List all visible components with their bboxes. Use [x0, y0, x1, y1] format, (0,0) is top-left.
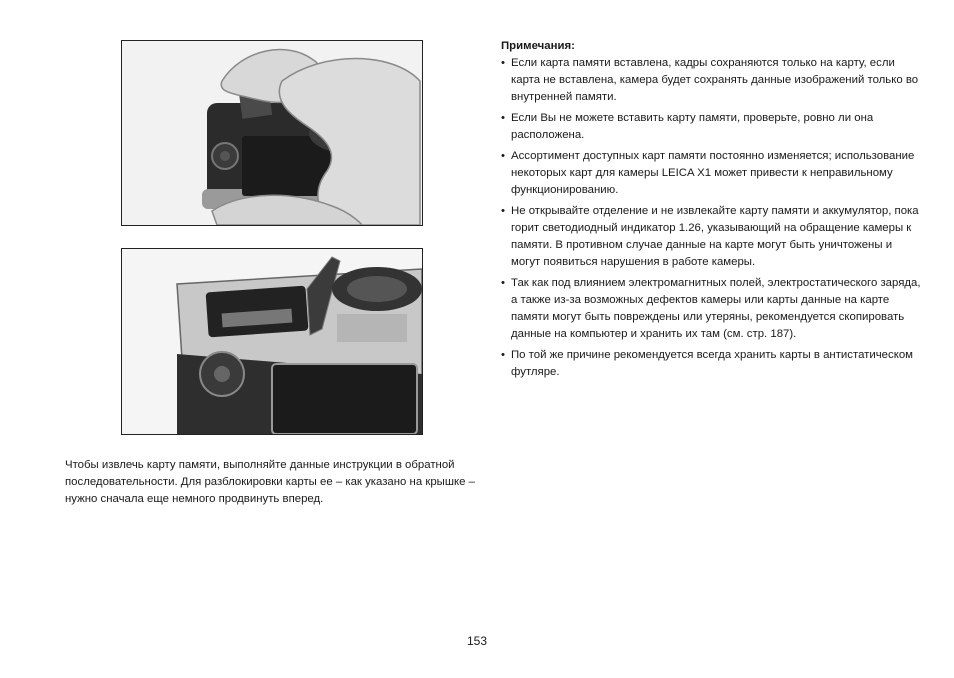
notes-title: Примечания: — [501, 40, 575, 52]
bullet: • — [501, 112, 505, 124]
note-item — [501, 347, 921, 381]
photo-inserting-card — [121, 40, 423, 226]
note-text: Не открывайте отделение и не извлекайте карту памяти и аккумулятор, пока горит светодиодный индикатор 1.26, указывающий на обращение камеры к памяти. В противном случае данные на карте могут быть уничтожены и могут появиться нарушения в работе камеры. — [511, 205, 919, 268]
note-text: Если Вы не можете вставить карту памяти, проверьте, ровно ли она расположена. — [511, 112, 874, 141]
bullet: • — [501, 150, 505, 162]
photo-card-compartment — [121, 248, 423, 435]
note-text: Ассортимент доступных карт памяти постоянно изменяется; использование некоторых карт для камеры LEICA X1 может привести к неправильному функционированию. — [511, 150, 915, 196]
note-text: Если карта памяти вставлена, кадры сохраняются только на карту, если карта не вставлена, камера будет сохранять данные изображений только во внутренней памяти. — [511, 57, 919, 103]
camera-hands-illustration — [122, 41, 422, 225]
note-item — [501, 110, 921, 144]
bullet: • — [501, 349, 505, 361]
note-item — [501, 203, 921, 271]
notes-section — [501, 38, 921, 385]
note-text: Так как под влиянием электромагнитных полей, электростатического заряда, а также из-за возможных дефектов камеры или карты данные на карте памяти могут быть повреждены или утеряны, рекомендуется скопировать данные на компьютер и хранить их там (см. стр. 187). — [511, 277, 921, 340]
bullet: • — [501, 277, 505, 289]
bullet: • — [501, 205, 505, 217]
note-item — [501, 148, 921, 199]
note-text: По той же причине рекомендуется всегда хранить карты в антистатическом футляре. — [511, 349, 913, 378]
note-item — [501, 275, 921, 343]
photo-caption: Чтобы извлечь карту памяти, выполняйте данные инструкции в обратной последовательности. Для разблокировки карты ее – как указано на крышке – нужно сначала еще немного продвинуть вперед. — [65, 459, 475, 505]
bullet: • — [501, 57, 505, 69]
camera-compartment-illustration — [122, 249, 422, 434]
note-item — [501, 55, 921, 106]
page-number: 153 — [466, 634, 488, 648]
notes-list — [501, 55, 921, 381]
